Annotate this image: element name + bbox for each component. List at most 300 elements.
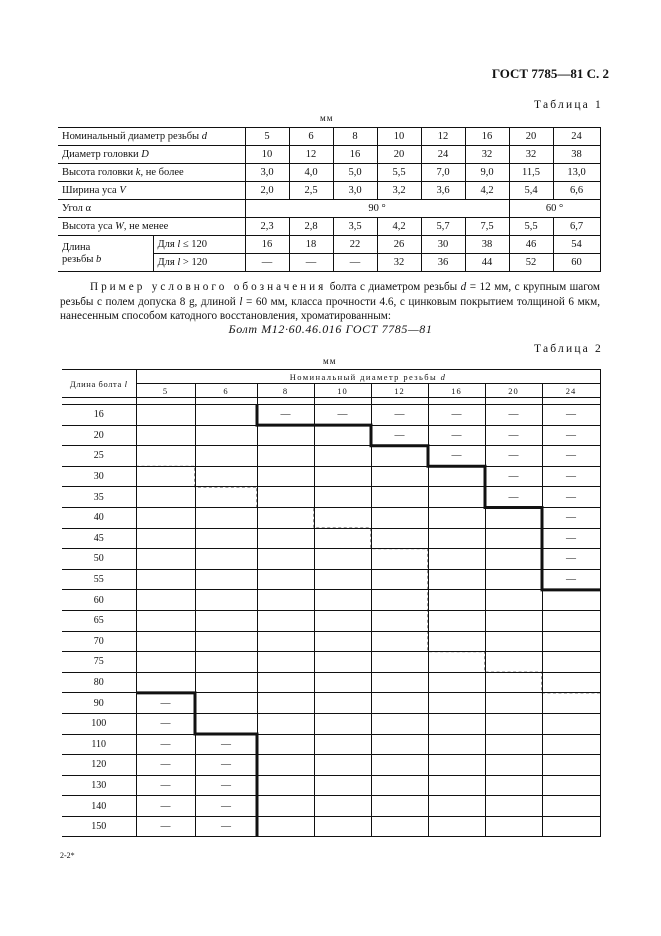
table1-cell: 10 — [245, 146, 289, 164]
table2-cell — [136, 405, 195, 426]
table2-cell: — — [542, 528, 600, 549]
table2-cell — [136, 507, 195, 528]
table2-cell — [428, 672, 485, 693]
table2-cell — [257, 466, 314, 487]
table2-cell — [314, 425, 371, 446]
table1-cell: 16 — [245, 236, 289, 254]
bolt-length: 80 — [62, 672, 136, 693]
table2-cell — [542, 775, 600, 796]
table2-cell: — — [314, 405, 371, 426]
bolt-length: 75 — [62, 652, 136, 673]
table2-cell: — — [136, 734, 195, 755]
bolt-length: 60 — [62, 590, 136, 611]
table2-cell — [371, 672, 428, 693]
separator-cell — [428, 398, 485, 405]
table2-cell — [195, 446, 257, 467]
table2-cell — [314, 755, 371, 776]
table2-row — [62, 528, 600, 549]
table2-cell — [314, 446, 371, 467]
table2-cell: — — [136, 713, 195, 734]
table1-cell: 6 — [289, 128, 333, 146]
diameter-header: Номинальный диаметр резьбы d — [136, 370, 600, 384]
table2-cell: — — [542, 466, 600, 487]
table2-cell — [314, 672, 371, 693]
table2-cell — [485, 507, 542, 528]
table2-cell: — — [195, 734, 257, 755]
table2-cell — [428, 590, 485, 611]
table2-cell — [428, 755, 485, 776]
table2-cell: — — [485, 466, 542, 487]
table2-cell — [257, 775, 314, 796]
table2-cell — [314, 693, 371, 714]
separator-cell — [542, 398, 600, 405]
table2-cell — [257, 796, 314, 817]
table2-cell — [542, 713, 600, 734]
table2-cell — [136, 528, 195, 549]
table2-cell — [136, 652, 195, 673]
table2-cell — [542, 796, 600, 817]
table2-row — [62, 610, 600, 631]
table1-cell: 38 — [465, 236, 509, 254]
table2-cell — [542, 755, 600, 776]
separator-cell — [314, 398, 371, 405]
table2-cell: — — [542, 569, 600, 590]
table2-row — [62, 672, 600, 693]
table2-cell — [195, 672, 257, 693]
thread-length-condition: Для l > 120 — [153, 254, 245, 272]
bolt-length: 16 — [62, 405, 136, 426]
table2-cell — [371, 755, 428, 776]
table1-cell: 2,5 — [289, 182, 333, 200]
page-header: ГОСТ 7785—81 С. 2 — [491, 66, 609, 81]
table2-unit: мм — [323, 356, 337, 366]
table2-cell — [371, 590, 428, 611]
separator-cell — [136, 398, 195, 405]
table2-cell: — — [542, 549, 600, 570]
table1-cell: 3,2 — [377, 182, 421, 200]
table1-cell: 2,0 — [245, 182, 289, 200]
bolt-length: 70 — [62, 631, 136, 652]
diameter-value: 16 — [428, 384, 485, 398]
table1-cell: 3,5 — [333, 218, 377, 236]
table2-cell — [195, 549, 257, 570]
table2-cell — [485, 816, 542, 837]
table2-cell — [371, 487, 428, 508]
table1-cell: 5,5 — [509, 218, 553, 236]
table2-row — [62, 425, 600, 446]
table2-cell: — — [542, 405, 600, 426]
table2-cell — [371, 507, 428, 528]
diameter-value: 10 — [314, 384, 371, 398]
table2-row — [62, 487, 600, 508]
table2-cell — [428, 466, 485, 487]
table1-cell: 4,2 — [465, 182, 509, 200]
table1-cell: 2,8 — [289, 218, 333, 236]
separator-cell — [62, 398, 136, 405]
table2-cell: — — [257, 405, 314, 426]
table1-row — [58, 164, 600, 182]
table1-cell: 32 — [509, 146, 553, 164]
table2-cell — [371, 631, 428, 652]
table1-cell: 44 — [465, 254, 509, 272]
table2-cell — [485, 775, 542, 796]
table2-cell — [428, 507, 485, 528]
table2-cell — [136, 549, 195, 570]
table2-cell: — — [195, 816, 257, 837]
table2-cell — [257, 528, 314, 549]
table2-cell — [428, 816, 485, 837]
bolt-length: 130 — [62, 775, 136, 796]
table2-cell — [257, 693, 314, 714]
table2-cell — [136, 672, 195, 693]
table2-row — [62, 816, 600, 837]
diameter-value: 6 — [195, 384, 257, 398]
table1-row — [58, 236, 600, 254]
table2-cell — [195, 425, 257, 446]
table2-cell — [485, 755, 542, 776]
table1-cell: 38 — [553, 146, 600, 164]
table2-cell — [542, 631, 600, 652]
table2-cell — [257, 652, 314, 673]
table2-cell — [195, 487, 257, 508]
table2-cell — [257, 590, 314, 611]
table2-cell — [371, 549, 428, 570]
table1-row — [58, 146, 600, 164]
bolt-length: 55 — [62, 569, 136, 590]
table2-row — [62, 569, 600, 590]
table2-cell — [428, 693, 485, 714]
table2-cell: — — [136, 755, 195, 776]
table2-cell — [195, 610, 257, 631]
bolt-length: 45 — [62, 528, 136, 549]
table2-cell — [314, 466, 371, 487]
table2-cell — [371, 446, 428, 467]
table2-cell — [257, 487, 314, 508]
table2-header-row — [62, 370, 600, 384]
bolt-length: 20 — [62, 425, 136, 446]
table2-cell — [371, 734, 428, 755]
table1-cell: 7,0 — [421, 164, 465, 182]
table2-cell — [257, 549, 314, 570]
table1-cell: 8 — [333, 128, 377, 146]
table2-cell: — — [136, 775, 195, 796]
thread-length-label: Длина резьбы b — [58, 236, 153, 272]
diameter-value: 5 — [136, 384, 195, 398]
table2-cell: — — [371, 425, 428, 446]
table2-row — [62, 446, 600, 467]
diameter-value: 12 — [371, 384, 428, 398]
table2-row — [62, 796, 600, 817]
table1-row-label: Ширина уса V — [58, 182, 245, 200]
table2-cell — [485, 528, 542, 549]
table2-cell — [428, 528, 485, 549]
table2-cell — [371, 816, 428, 837]
table2-row — [62, 590, 600, 611]
table1-cell: 11,5 — [509, 164, 553, 182]
table2-cell — [428, 549, 485, 570]
table2-cell — [136, 610, 195, 631]
length-header: Длина болта l — [62, 370, 136, 398]
table2-cell — [314, 713, 371, 734]
table1-cell: 13,0 — [553, 164, 600, 182]
table1-cell: 3,0 — [333, 182, 377, 200]
table2-cell — [257, 713, 314, 734]
table1-cell: 3,6 — [421, 182, 465, 200]
table2-cell: — — [485, 446, 542, 467]
table1-cell: 6,6 — [553, 182, 600, 200]
example-paragraph: Пример условного обозначения болта с диаметром резьбы d = 12 мм, с крупным шагом резьбы с полем допуска 8 g, длиной l = 60 мм, класса прочности 4.6, с цинковым покрытием толщиной 6 мкм, нанесенным способом катодного восстановления, хроматированным: — [60, 281, 600, 322]
table2-cell — [428, 610, 485, 631]
table2-cell — [257, 734, 314, 755]
table1-cell: 6,7 — [553, 218, 600, 236]
table2-cell — [542, 672, 600, 693]
table2-cell — [195, 405, 257, 426]
table2-cell — [485, 796, 542, 817]
table1 — [58, 127, 601, 272]
table1-cell: 52 — [509, 254, 553, 272]
diameter-value: 24 — [542, 384, 600, 398]
angle-90: 90 ° — [245, 200, 509, 218]
table2-cell — [542, 590, 600, 611]
table2-cell — [542, 652, 600, 673]
example-title: Пример условного обозначения — [90, 281, 327, 293]
bolt-length: 90 — [62, 693, 136, 714]
table1-cell: 2,3 — [245, 218, 289, 236]
table1-cell: 4,2 — [377, 218, 421, 236]
table2-cell — [371, 569, 428, 590]
table2-cell — [136, 487, 195, 508]
table2-cell — [314, 652, 371, 673]
table2-cell — [314, 507, 371, 528]
table2-cell — [371, 693, 428, 714]
table2-cell — [314, 569, 371, 590]
table2-cell — [371, 775, 428, 796]
table2-cell — [371, 713, 428, 734]
table2-cell — [485, 734, 542, 755]
table2-cell: — — [542, 446, 600, 467]
table2-cell — [542, 816, 600, 837]
table2-cell — [195, 507, 257, 528]
table2-row — [62, 693, 600, 714]
table1-label: Таблица 1 — [534, 99, 603, 111]
separator-cell — [195, 398, 257, 405]
table2-cell: — — [542, 425, 600, 446]
table1-cell: — — [245, 254, 289, 272]
table2-cell: — — [428, 446, 485, 467]
footer-code: 2-2* — [60, 851, 75, 860]
table2-cell: — — [428, 425, 485, 446]
table2-cell — [257, 569, 314, 590]
table2-cell — [314, 590, 371, 611]
table1-cell: 5,7 — [421, 218, 465, 236]
table2-cell — [136, 425, 195, 446]
table1-cell: 12 — [421, 128, 465, 146]
table2-cell — [136, 446, 195, 467]
table1-row — [58, 128, 600, 146]
table2-cell: — — [195, 775, 257, 796]
table1-cell: 16 — [333, 146, 377, 164]
table2-cell: — — [428, 405, 485, 426]
table2-cell — [314, 549, 371, 570]
table2-cell — [485, 549, 542, 570]
table1-cell: 4,0 — [289, 164, 333, 182]
bolt-length: 120 — [62, 755, 136, 776]
bolt-length: 30 — [62, 466, 136, 487]
bolt-length: 65 — [62, 610, 136, 631]
table1-cell: 5,4 — [509, 182, 553, 200]
table2-cell — [485, 672, 542, 693]
table1-row — [58, 218, 600, 236]
table2-cell — [195, 713, 257, 734]
table1-cell: 20 — [509, 128, 553, 146]
table1-cell: 36 — [421, 254, 465, 272]
table2-cell — [428, 631, 485, 652]
table2-cell — [428, 569, 485, 590]
table1-row-label: Высота головки k, не более — [58, 164, 245, 182]
table2-cell — [136, 466, 195, 487]
diameter-values-row — [62, 384, 600, 398]
table2-cell — [371, 466, 428, 487]
table1-cell: 32 — [465, 146, 509, 164]
table1-row-label: Диаметр головки D — [58, 146, 245, 164]
table2-cell — [257, 425, 314, 446]
table2-row — [62, 652, 600, 673]
table1-cell: 7,5 — [465, 218, 509, 236]
table2-cell — [485, 569, 542, 590]
table1-cell: 5,5 — [377, 164, 421, 182]
table1-row — [58, 182, 600, 200]
table2-cell: — — [485, 405, 542, 426]
header-separator — [62, 398, 600, 405]
table2-cell — [314, 631, 371, 652]
table2-label: Таблица 2 — [534, 343, 603, 355]
bolt-length: 40 — [62, 507, 136, 528]
table2-cell: — — [485, 487, 542, 508]
table2-cell — [485, 590, 542, 611]
table2-cell — [136, 631, 195, 652]
table2 — [62, 369, 601, 837]
table2-row — [62, 713, 600, 734]
table2-cell: — — [485, 425, 542, 446]
bolt-length: 150 — [62, 816, 136, 837]
table2-cell: — — [136, 796, 195, 817]
table2-row — [62, 549, 600, 570]
table2-cell — [428, 734, 485, 755]
table2-cell — [428, 487, 485, 508]
table1-cell: 9,0 — [465, 164, 509, 182]
table2-cell — [195, 693, 257, 714]
designation-example: Болт М12·60.46.016 ГОСТ 7785—81 — [228, 322, 433, 336]
table1-cell: — — [333, 254, 377, 272]
table2-cell — [257, 507, 314, 528]
table2-cell — [314, 734, 371, 755]
table2-cell — [314, 816, 371, 837]
table2-cell — [136, 569, 195, 590]
table1-unit: мм — [320, 113, 334, 123]
table2-cell — [542, 734, 600, 755]
table2-cell — [257, 672, 314, 693]
table2-row — [62, 631, 600, 652]
table2-cell — [428, 652, 485, 673]
table2-cell — [195, 652, 257, 673]
table2-cell — [195, 466, 257, 487]
table2-cell: — — [136, 693, 195, 714]
table2-cell — [371, 652, 428, 673]
table2-cell — [314, 610, 371, 631]
table2-cell — [257, 631, 314, 652]
table2-cell: — — [371, 405, 428, 426]
table2-cell — [371, 796, 428, 817]
table1-cell: 26 — [377, 236, 421, 254]
table2-cell — [314, 528, 371, 549]
separator-cell — [371, 398, 428, 405]
diameter-value: 20 — [485, 384, 542, 398]
bolt-length: 25 — [62, 446, 136, 467]
bolt-length: 35 — [62, 487, 136, 508]
table1-cell: 12 — [289, 146, 333, 164]
table2-cell — [428, 775, 485, 796]
table1-cell: 46 — [509, 236, 553, 254]
table1-cell: 54 — [553, 236, 600, 254]
table2-cell — [371, 610, 428, 631]
table2-cell — [257, 755, 314, 776]
table2-cell: — — [195, 796, 257, 817]
separator-cell — [257, 398, 314, 405]
table2-cell — [257, 816, 314, 837]
bolt-length: 110 — [62, 734, 136, 755]
table1-cell: 5 — [245, 128, 289, 146]
table2-cell — [542, 610, 600, 631]
table2-row — [62, 734, 600, 755]
table1-cell: 10 — [377, 128, 421, 146]
table1-cell: 60 — [553, 254, 600, 272]
table1-cell: 24 — [553, 128, 600, 146]
table2-row — [62, 775, 600, 796]
angle-60: 60 ° — [509, 200, 600, 218]
table2-row — [62, 755, 600, 776]
table1-cell: 30 — [421, 236, 465, 254]
table1-cell: 24 — [421, 146, 465, 164]
table2-cell — [428, 796, 485, 817]
table2-cell — [257, 446, 314, 467]
bolt-length: 140 — [62, 796, 136, 817]
table1-cell: — — [289, 254, 333, 272]
table2-cell — [428, 713, 485, 734]
table1-cell: 20 — [377, 146, 421, 164]
table2-cell — [257, 610, 314, 631]
table2-cell — [195, 631, 257, 652]
table2-cell — [485, 610, 542, 631]
table2-cell — [542, 693, 600, 714]
table2-cell: — — [195, 755, 257, 776]
table2-cell: — — [136, 816, 195, 837]
bolt-length: 50 — [62, 549, 136, 570]
diameter-value: 8 — [257, 384, 314, 398]
table2-cell — [314, 775, 371, 796]
table1-cell: 22 — [333, 236, 377, 254]
table1-cell: 5,0 — [333, 164, 377, 182]
table1-cell: 3,0 — [245, 164, 289, 182]
table2-cell — [195, 528, 257, 549]
table2-cell — [195, 569, 257, 590]
table1-row-label: Номинальный диаметр резьбы d — [58, 128, 245, 146]
table2-cell — [485, 713, 542, 734]
table2-cell — [314, 487, 371, 508]
table2-cell — [195, 590, 257, 611]
table2-row — [62, 405, 600, 426]
table2-cell — [485, 652, 542, 673]
table2-row — [62, 466, 600, 487]
